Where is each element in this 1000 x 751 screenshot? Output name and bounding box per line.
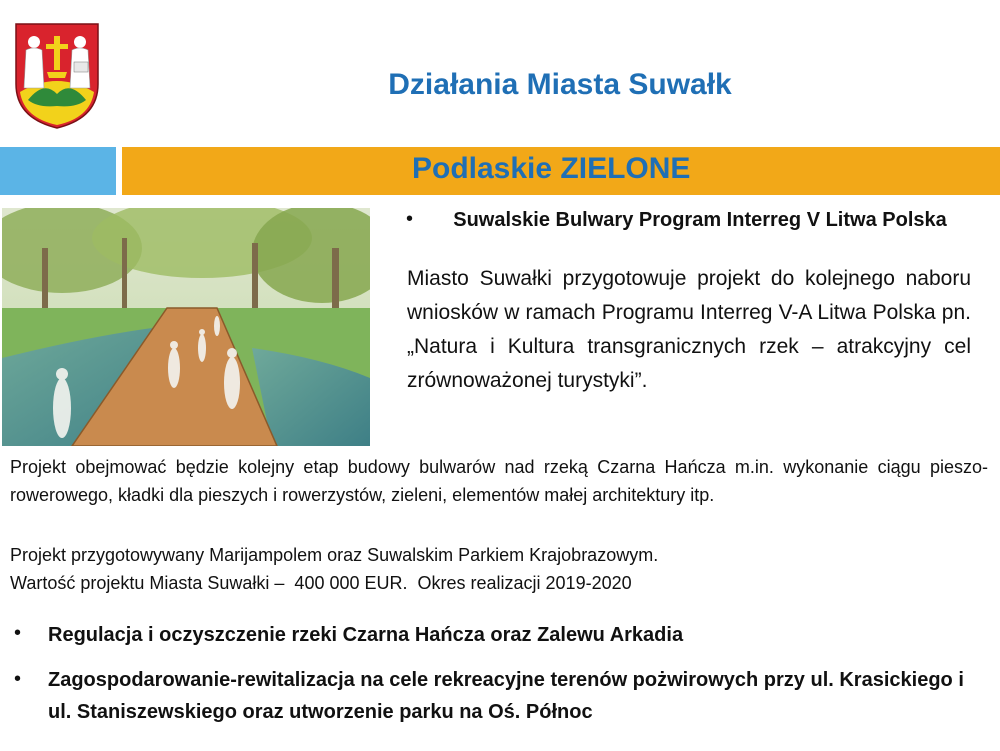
bullet2-text: Regulacja i oczyszczenie rzeki Czarna Hańcza oraz Zalewu Arkadia	[48, 624, 684, 646]
project-value: Wartość projektu Miasta Suwałki – 400 000 EUR. Okres realizacji 2019-2020	[10, 573, 632, 593]
bullet3-text: Zagospodarowanie-rewitalizacja na cele rekreacyjne terenów pożwirowych przy ul. Krasickiego i ul. Staniszewskiego oraz utworzenie parku na Oś. Północ	[48, 669, 964, 723]
project-partners: Projekt przygotowywany Marijampolem oraz Suwalskim Parkiem Krajobrazowym.	[10, 545, 659, 565]
project-description: Projekt obejmować będzie kolejny etap budowy bulwarów nad rzeką Czarna Hańcza m.in. wykonanie ciągu pieszo-rowerowego, kładki dla pieszych i rowerzystów, zieleni, elementów małej architektury itp.	[10, 457, 988, 505]
boulevard-visualization-image	[2, 208, 370, 446]
bullet-marker: •	[14, 668, 22, 690]
page-title: Działania Miasta Suwałk	[388, 68, 732, 101]
coat-of-arms-logo	[14, 22, 100, 130]
bullet-marker: •	[406, 208, 414, 230]
section-heading: Podlaskie ZIELONE	[412, 152, 691, 185]
accent-bar-blue	[0, 147, 116, 195]
bullet1-heading: Suwalskie Bulwary Program Interreg V Litwa Polska	[453, 209, 947, 231]
bullet1-text: Miasto Suwałki przygotowuje projekt do kolejnego naboru wniosków w ramach Programu Interreg V-A Litwa Polska pn. „Natura i Kultura transgranicznych rzek – atrakcyjny cel zrównoważonej turystyki”.	[407, 267, 971, 392]
bullet-marker: •	[14, 622, 22, 644]
